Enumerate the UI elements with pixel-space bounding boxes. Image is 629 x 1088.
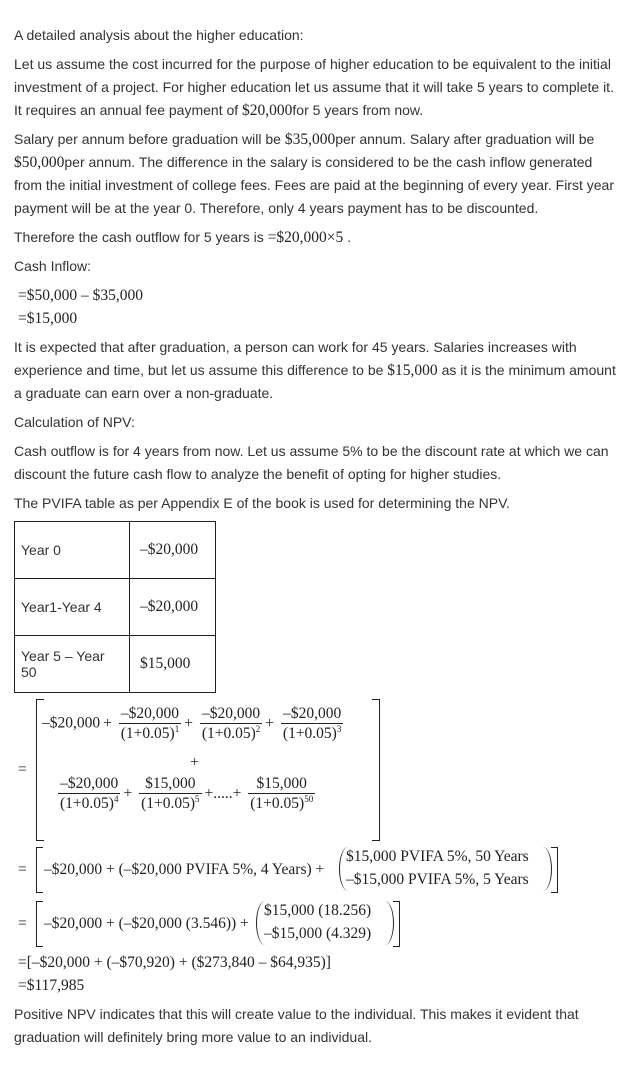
cash-flow-table [14,521,216,693]
paragraph-cash-outflow: Therefore the cash outflow for 5 years is =$20,000×5 . [14,229,352,246]
equation-row-1: –$20,000 + $\frac{-\$20,000}{(1+0.05)^1}$ + $\frac{-\$20,000}{(1+0.05)^2}$ + $\frac{-\$20,000}{(1+0.05)^3}$ [42,705,342,743]
paragraph-education-cost: Let us assume the cost incurred for the purpose of higher education to be equivalent to the initial investment of a project. For higher education let us assume that it will take 5 years to complete it. It requires an annual fee payment of $20,000for 5 years from now. [14,56,614,119]
cash-outflow-expr: =$20,000×5 [267,229,344,246]
cash-inflow-line-1: =$50,000 – $35,000 [18,287,143,304]
npv-result: =$117,985 [18,977,85,994]
equation-step-sum: =[–$20,000 + (–$70,920) + ($273,840 – $64,935)] [18,954,331,971]
fraction-year-5: $\frac{\$15,000}{(1+0.05)^5}$ [141,775,200,813]
period-cell: Year 0 [15,522,130,579]
heading: A detailed analysis about the higher education: [14,27,304,43]
paragraph-discount: Cash outflow is for 4 years from now. Let us assume 5% to be the discount rate at which we can discount the future cash flow to analyze the benefit of opting for higher studies. [14,443,609,482]
paragraph-career: It is expected that after graduation, a person can work for 45 years. Salaries increases with experience and time, but let us assume this difference to be $15,000 as it is the minimum amount a graduate can earn over a non-graduate. [14,339,616,401]
amount-cell: –$20,000 [130,579,216,636]
paragraph-salary: Salary per annum before graduation will be $35,000per annum. Salary after graduation will be $50,000per annum. The difference in the salary is considered to be the cash inflow generated from the initial investment of college fees. Fees are paid at the beginning of every year. First year payment will be at the year 0. Therefore, only 4 years payment has to be discounted. [14,131,614,216]
equation-row-2: $\frac{-\$20,000}{(1+0.05)^4}$ + $\frac{\$15,000}{(1+0.05)^5}$ +.....+ $\frac{\$15,000}{(1+0.05)^{50}}$ [60,775,314,813]
right-bracket [372,699,380,841]
equation-step-pvifa: = –$20,000 + (–$20,000 PVIFA 5%, 4 Years) + $15,000 PVIFA 5%, 50 Years –$15,000 PVIFA 5%, 5 Years [14,845,618,895]
fraction-year-4: $\frac{-\$20,000}{(1+0.05)^4}$ [60,775,119,813]
amount-cell: –$20,000 [130,522,216,579]
conclusion: Positive NPV indicates that this will create value to the individual. This makes it evident that graduation will definitely bring more value to an individual. [14,1006,579,1045]
paragraph-pvifa: The PVIFA table as per Appendix E of the book is used for determining the NPV. [14,495,511,511]
npv-heading: Calculation of NPV: [14,414,135,430]
salary-difference: $15,000 [387,362,438,379]
fee-amount: $20,000 [242,102,293,119]
cash-inflow-label: Cash Inflow: [14,258,92,274]
fraction-year-50: $\frac{\$15,000}{(1+0.05)^{50}}$ [250,775,314,813]
equation-step-factors: = –$20,000 + (–$20,000 (3.546)) + $15,000 (18.256) –$15,000 (4.329) [14,899,618,949]
period-cell: Year 5 – Year 50 [15,636,130,693]
table-row [15,522,216,579]
solution-content [14,24,618,1055]
cash-inflow-line-2: =$15,000 [18,310,78,327]
fraction-year-3: $\frac{-\$20,000}{(1+0.05)^3}$ [282,705,342,743]
npv-equation: = –$20,000 + $\frac{-\$20,000}{(1+0.05)^1}$ + $\frac{-\$20,000}{(1+0.05)^2}$ + $\frac{-\$20,000}{(1+0.05)^3}$ + $\frac{-\$20,000}{(1+0.05)^4}$ + $\frac{\$15,000}{(1+0.05)^5}$ +.....+ $\frac{\$15,000}{(1+0.05)^{50}}$ [14,699,618,841]
salary-after: $50,000 [14,154,65,171]
salary-before: $35,000 [284,131,336,148]
fraction-year-2: $\frac{-\$20,000}{(1+0.05)^2}$ [201,705,261,743]
table-row [15,636,216,693]
amount-cell: $15,000 [130,636,216,693]
fraction-year-1: $\frac{-\$20,000}{(1+0.05)^1}$ [120,705,180,743]
period-cell: Year1-Year 4 [15,579,130,636]
table-row [15,579,216,636]
